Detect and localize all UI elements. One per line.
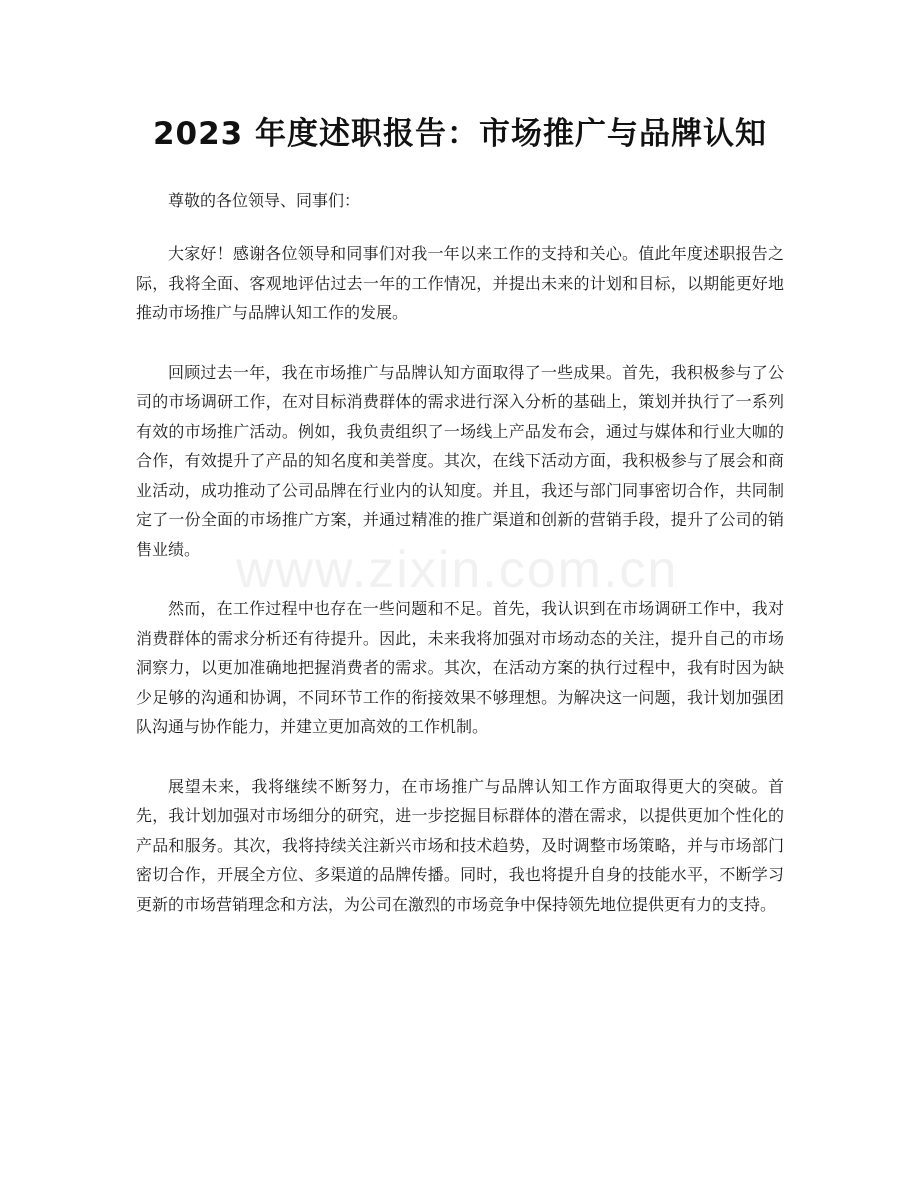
paragraph-problems: 然而，在工作过程中也存在一些问题和不足。首先，我认识到在市场调研工作中，我对消费群体的需求分析还有待提升。因此，未来我将加强对市场动态的关注，提升自己的市场洞察力，以更加准确地把握消费者的需求。其次，在活动方案的执行过程中，我有时因为缺少足够的沟通和协调，不同环节工作的衔接效果不够理想。为解决这一问题，我计划加强团队沟通与协作能力，并建立更加高效的工作机制。 [136,599,784,736]
salutation: 尊敬的各位领导、同事们： [168,191,361,210]
watermark: www.zixin.com.cn [236,541,679,599]
paragraph-outlook: 展望未来，我将继续不断努力，在市场推广与品牌认知工作方面取得更大的突破。首先，我计划加强对市场细分的研究，进一步挖掘目标群体的潜在需求，以提供更加个性化的产品和服务。其次，我将持续关注新兴市场和技术趋势，及时调整市场策略，并与市场部门密切合作，开展全方位、多渠道的品牌传播。同时，我也将提升自身的技能水平，不断学习更新的市场营销理念和方法，为公司在激烈的市场竞争中保持领先地位提供更有力的支持。 [136,776,784,914]
document-body [136,186,784,949]
document-title: 2023 年度述职报告：市场推广与品牌认知 [152,116,768,152]
paragraph-intro: 大家好！感谢各位领导和同事们对我一年以来工作的支持和关心。值此年度述职报告之际，我将全面、客观地评估过去一年的工作情况，并提出未来的计划和目标，以期能更好地推动市场推广与品牌认知工作的发展。 [136,244,784,322]
paragraph-review: 回顾过去一年，我在市场推广与品牌认知方面取得了一些成果。首先，我积极参与了公司的市场调研工作，在对目标消费群体的需求进行深入分析的基础上，策划并执行了一系列有效的市场推广活动。例如，我负责组织了一场线上产品发布会，通过与媒体和行业大咖的合作，有效提升了产品的知名度和美誉度。其次，在线下活动方面，我积极参与了展会和商业活动，成功推动了公司品牌在行业内的认知度。并且，我还与部门同事密切合作，共同制定了一份全面的市场推广方案，并通过精准的推广渠道和创新的营销手段，提升了公司的销售业绩。 [136,362,784,559]
